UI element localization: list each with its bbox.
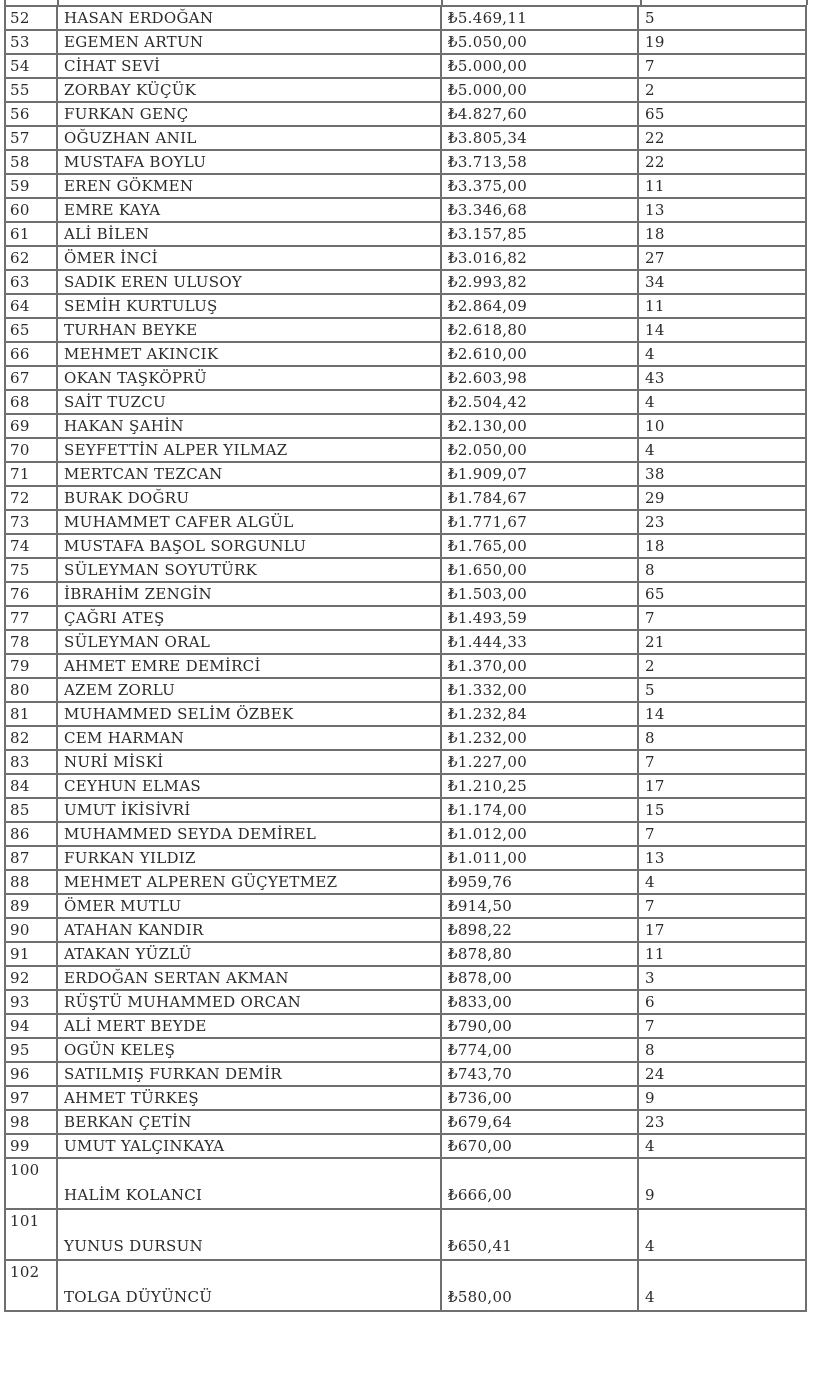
amount-cell: ₺2.610,00 — [441, 342, 638, 366]
count-cell: 38 — [638, 462, 806, 486]
amount-cell: ₺1.370,00 — [441, 654, 638, 678]
person-name-cell: MUHAMMET CAFER ALGÜL — [57, 510, 441, 534]
amount-cell: ₺666,00 — [441, 1158, 638, 1209]
count-cell: 18 — [638, 222, 806, 246]
person-name-cell: SÜLEYMAN ORAL — [57, 630, 441, 654]
person-name-cell: UMUT YALÇINKAYA — [57, 1134, 441, 1158]
table-row — [5, 1134, 806, 1158]
person-name-cell: ÖMER İNCİ — [57, 246, 441, 270]
person-name-cell: HASAN ERDOĞAN — [57, 6, 441, 30]
table-row — [5, 606, 806, 630]
person-name-cell: AHMET TÜRKEŞ — [57, 1086, 441, 1110]
amount-cell: ₺580,00 — [441, 1260, 638, 1311]
amount-cell: ₺790,00 — [441, 1014, 638, 1038]
row-number-cell: 76 — [5, 582, 57, 606]
row-number-cell: 72 — [5, 486, 57, 510]
row-number-cell: 80 — [5, 678, 57, 702]
row-number-cell: 100 — [5, 1158, 57, 1209]
amount-cell: ₺2.864,09 — [441, 294, 638, 318]
table-row — [5, 414, 806, 438]
row-number-cell: 73 — [5, 510, 57, 534]
count-cell: 34 — [638, 270, 806, 294]
count-cell: 18 — [638, 534, 806, 558]
row-number-cell: 97 — [5, 1086, 57, 1110]
count-cell: 10 — [638, 414, 806, 438]
count-cell: 4 — [638, 1260, 806, 1311]
table-row — [5, 54, 806, 78]
person-name-cell: SEMİH KURTULUŞ — [57, 294, 441, 318]
count-cell: 9 — [638, 1086, 806, 1110]
table-row — [5, 774, 806, 798]
count-cell: 65 — [638, 582, 806, 606]
amount-cell: ₺2.050,00 — [441, 438, 638, 462]
amount-cell: ₺5.469,11 — [441, 6, 638, 30]
row-number-cell: 75 — [5, 558, 57, 582]
person-name-cell: SAİT TUZCU — [57, 390, 441, 414]
table-row — [5, 150, 806, 174]
row-number-cell: 70 — [5, 438, 57, 462]
person-name-cell: ÇAĞRI ATEŞ — [57, 606, 441, 630]
row-number-cell: 77 — [5, 606, 57, 630]
count-cell: 4 — [638, 1209, 806, 1260]
count-cell: 11 — [638, 942, 806, 966]
amount-cell: ₺5.000,00 — [441, 78, 638, 102]
row-number-cell: 95 — [5, 1038, 57, 1062]
person-name-cell: MEHMET AKINCIK — [57, 342, 441, 366]
table-row — [5, 270, 806, 294]
person-name-cell: UMUT İKİSİVRİ — [57, 798, 441, 822]
count-cell: 23 — [638, 1110, 806, 1134]
count-cell: 17 — [638, 918, 806, 942]
person-name-cell: AHMET EMRE DEMİRCİ — [57, 654, 441, 678]
person-name-cell: CEYHUN ELMAS — [57, 774, 441, 798]
amount-cell: ₺878,80 — [441, 942, 638, 966]
person-name-cell: MUSTAFA BOYLU — [57, 150, 441, 174]
person-name-cell: OKAN TAŞKÖPRÜ — [57, 366, 441, 390]
amount-cell: ₺650,41 — [441, 1209, 638, 1260]
amount-cell: ₺679,64 — [441, 1110, 638, 1134]
person-name-cell: EREN GÖKMEN — [57, 174, 441, 198]
row-number-cell: 67 — [5, 366, 57, 390]
row-number-cell: 84 — [5, 774, 57, 798]
table-row — [5, 174, 806, 198]
table-row — [5, 366, 806, 390]
count-cell: 11 — [638, 294, 806, 318]
table-row — [5, 1209, 806, 1260]
table-row — [5, 654, 806, 678]
row-number-cell: 85 — [5, 798, 57, 822]
amount-cell: ₺833,00 — [441, 990, 638, 1014]
row-number-cell: 59 — [5, 174, 57, 198]
row-number-cell: 93 — [5, 990, 57, 1014]
table-row — [5, 582, 806, 606]
amount-cell: ₺2.130,00 — [441, 414, 638, 438]
person-name-cell: ATAKAN YÜZLÜ — [57, 942, 441, 966]
count-cell: 22 — [638, 150, 806, 174]
row-number-cell: 92 — [5, 966, 57, 990]
table-row — [5, 942, 806, 966]
table-row — [5, 750, 806, 774]
amount-cell: ₺1.227,00 — [441, 750, 638, 774]
table-row — [5, 1086, 806, 1110]
count-cell: 9 — [638, 1158, 806, 1209]
table-row — [5, 294, 806, 318]
person-name-cell: İBRAHİM ZENGİN — [57, 582, 441, 606]
count-cell: 5 — [638, 6, 806, 30]
count-cell: 22 — [638, 126, 806, 150]
amount-cell: ₺1.210,25 — [441, 774, 638, 798]
count-cell: 43 — [638, 366, 806, 390]
count-cell: 7 — [638, 894, 806, 918]
count-cell: 27 — [638, 246, 806, 270]
person-name-cell: TURHAN BEYKE — [57, 318, 441, 342]
row-number-cell: 78 — [5, 630, 57, 654]
person-name-cell: ZORBAY KÜÇÜK — [57, 78, 441, 102]
amount-cell: ₺774,00 — [441, 1038, 638, 1062]
table-row — [5, 246, 806, 270]
person-name-cell: OĞUZHAN ANIL — [57, 126, 441, 150]
count-cell: 29 — [638, 486, 806, 510]
row-number-cell: 52 — [5, 6, 57, 30]
row-number-cell: 63 — [5, 270, 57, 294]
table-row — [5, 678, 806, 702]
table-row — [5, 822, 806, 846]
row-number-cell: 87 — [5, 846, 57, 870]
person-name-cell: SÜLEYMAN SOYUTÜRK — [57, 558, 441, 582]
person-name-cell: YUNUS DURSUN — [57, 1209, 441, 1260]
person-name-cell: FURKAN YILDIZ — [57, 846, 441, 870]
amount-cell: ₺1.771,67 — [441, 510, 638, 534]
table-row — [5, 702, 806, 726]
row-number-cell: 62 — [5, 246, 57, 270]
amount-cell: ₺3.016,82 — [441, 246, 638, 270]
amount-cell: ₺1.784,67 — [441, 486, 638, 510]
amount-cell: ₺3.346,68 — [441, 198, 638, 222]
count-cell: 17 — [638, 774, 806, 798]
person-name-cell: AZEM ZORLU — [57, 678, 441, 702]
count-cell: 4 — [638, 1134, 806, 1158]
row-number-cell: 57 — [5, 126, 57, 150]
amount-cell: ₺3.713,58 — [441, 150, 638, 174]
person-name-cell: BURAK DOĞRU — [57, 486, 441, 510]
amount-cell: ₺736,00 — [441, 1086, 638, 1110]
count-cell: 7 — [638, 750, 806, 774]
count-cell: 65 — [638, 102, 806, 126]
person-name-cell: ÖMER MUTLU — [57, 894, 441, 918]
count-cell: 19 — [638, 30, 806, 54]
count-cell: 8 — [638, 1038, 806, 1062]
count-cell: 7 — [638, 54, 806, 78]
row-number-cell: 64 — [5, 294, 57, 318]
row-number-cell: 90 — [5, 918, 57, 942]
person-name-cell: TOLGA DÜYÜNCÜ — [57, 1260, 441, 1311]
amount-cell: ₺2.504,42 — [441, 390, 638, 414]
amount-cell: ₺1.493,59 — [441, 606, 638, 630]
row-number-cell: 61 — [5, 222, 57, 246]
count-cell: 13 — [638, 198, 806, 222]
table-row — [5, 6, 806, 30]
row-number-cell: 83 — [5, 750, 57, 774]
row-number-cell: 102 — [5, 1260, 57, 1311]
amount-cell: ₺3.375,00 — [441, 174, 638, 198]
amount-cell: ₺1.444,33 — [441, 630, 638, 654]
row-number-cell: 98 — [5, 1110, 57, 1134]
person-name-cell: RÜŞTÜ MUHAMMED ORCAN — [57, 990, 441, 1014]
table-row — [5, 78, 806, 102]
table-row — [5, 870, 806, 894]
count-cell: 8 — [638, 726, 806, 750]
table-row — [5, 510, 806, 534]
count-cell: 7 — [638, 606, 806, 630]
ranking-table — [4, 5, 807, 1312]
person-name-cell: EMRE KAYA — [57, 198, 441, 222]
table-row — [5, 846, 806, 870]
person-name-cell: ALİ MERT BEYDE — [57, 1014, 441, 1038]
person-name-cell: OGÜN KELEŞ — [57, 1038, 441, 1062]
row-number-cell: 99 — [5, 1134, 57, 1158]
amount-cell: ₺1.012,00 — [441, 822, 638, 846]
count-cell: 4 — [638, 342, 806, 366]
table-row — [5, 126, 806, 150]
person-name-cell: SATILMIŞ FURKAN DEMİR — [57, 1062, 441, 1086]
person-name-cell: NURİ MİSKİ — [57, 750, 441, 774]
amount-cell: ₺5.050,00 — [441, 30, 638, 54]
person-name-cell: CEM HARMAN — [57, 726, 441, 750]
table-row — [5, 198, 806, 222]
person-name-cell: MUHAMMED SELİM ÖZBEK — [57, 702, 441, 726]
count-cell: 21 — [638, 630, 806, 654]
row-number-cell: 66 — [5, 342, 57, 366]
count-cell: 4 — [638, 870, 806, 894]
person-name-cell: MEHMET ALPEREN GÜÇYETMEZ — [57, 870, 441, 894]
count-cell: 7 — [638, 822, 806, 846]
row-number-cell: 54 — [5, 54, 57, 78]
person-name-cell: MUHAMMED SEYDA DEMİREL — [57, 822, 441, 846]
amount-cell: ₺1.011,00 — [441, 846, 638, 870]
count-cell: 5 — [638, 678, 806, 702]
count-cell: 13 — [638, 846, 806, 870]
amount-cell: ₺3.157,85 — [441, 222, 638, 246]
table-body — [5, 6, 806, 1311]
row-number-cell: 53 — [5, 30, 57, 54]
amount-cell: ₺898,22 — [441, 918, 638, 942]
table-row — [5, 342, 806, 366]
table-row — [5, 438, 806, 462]
row-number-cell: 71 — [5, 462, 57, 486]
person-name-cell: SEYFETTİN ALPER YILMAZ — [57, 438, 441, 462]
amount-cell: ₺2.603,98 — [441, 366, 638, 390]
row-number-cell: 89 — [5, 894, 57, 918]
amount-cell: ₺1.332,00 — [441, 678, 638, 702]
row-number-cell: 55 — [5, 78, 57, 102]
person-name-cell: BERKAN ÇETİN — [57, 1110, 441, 1134]
count-cell: 3 — [638, 966, 806, 990]
table-row — [5, 102, 806, 126]
amount-cell: ₺1.650,00 — [441, 558, 638, 582]
row-number-cell: 58 — [5, 150, 57, 174]
amount-cell: ₺1.232,84 — [441, 702, 638, 726]
amount-cell: ₺914,50 — [441, 894, 638, 918]
count-cell: 14 — [638, 702, 806, 726]
row-number-cell: 101 — [5, 1209, 57, 1260]
count-cell: 7 — [638, 1014, 806, 1038]
table-row — [5, 894, 806, 918]
person-name-cell: EGEMEN ARTUN — [57, 30, 441, 54]
person-name-cell: ATAHAN KANDIR — [57, 918, 441, 942]
amount-cell: ₺743,70 — [441, 1062, 638, 1086]
table-row — [5, 318, 806, 342]
amount-cell: ₺1.765,00 — [441, 534, 638, 558]
person-name-cell: FURKAN GENÇ — [57, 102, 441, 126]
table-row — [5, 1260, 806, 1311]
table-row — [5, 1110, 806, 1134]
table-row — [5, 1062, 806, 1086]
table-row — [5, 918, 806, 942]
count-cell: 2 — [638, 654, 806, 678]
count-cell: 15 — [638, 798, 806, 822]
row-number-cell: 86 — [5, 822, 57, 846]
row-number-cell: 91 — [5, 942, 57, 966]
row-number-cell: 69 — [5, 414, 57, 438]
table-row — [5, 990, 806, 1014]
person-name-cell: HALİM KOLANCI — [57, 1158, 441, 1209]
table-row — [5, 486, 806, 510]
count-cell: 4 — [638, 390, 806, 414]
person-name-cell: CİHAT SEVİ — [57, 54, 441, 78]
count-cell: 6 — [638, 990, 806, 1014]
person-name-cell: ALİ BİLEN — [57, 222, 441, 246]
table-row — [5, 630, 806, 654]
count-cell: 2 — [638, 78, 806, 102]
count-cell: 4 — [638, 438, 806, 462]
table-row — [5, 1014, 806, 1038]
row-number-cell: 94 — [5, 1014, 57, 1038]
row-number-cell: 88 — [5, 870, 57, 894]
row-number-cell: 74 — [5, 534, 57, 558]
row-number-cell: 82 — [5, 726, 57, 750]
table-row — [5, 1038, 806, 1062]
amount-cell: ₺878,00 — [441, 966, 638, 990]
table-row — [5, 798, 806, 822]
row-number-cell: 60 — [5, 198, 57, 222]
amount-cell: ₺4.827,60 — [441, 102, 638, 126]
count-cell: 23 — [638, 510, 806, 534]
amount-cell: ₺959,76 — [441, 870, 638, 894]
amount-cell: ₺1.503,00 — [441, 582, 638, 606]
amount-cell: ₺1.909,07 — [441, 462, 638, 486]
count-cell: 24 — [638, 1062, 806, 1086]
row-number-cell: 81 — [5, 702, 57, 726]
row-number-cell: 96 — [5, 1062, 57, 1086]
row-number-cell: 65 — [5, 318, 57, 342]
amount-cell: ₺1.232,00 — [441, 726, 638, 750]
table-row — [5, 390, 806, 414]
person-name-cell: SADIK EREN ULUSOY — [57, 270, 441, 294]
count-cell: 11 — [638, 174, 806, 198]
amount-cell: ₺3.805,34 — [441, 126, 638, 150]
person-name-cell: MUSTAFA BAŞOL SORGUNLU — [57, 534, 441, 558]
amount-cell: ₺670,00 — [441, 1134, 638, 1158]
person-name-cell: ERDOĞAN SERTAN AKMAN — [57, 966, 441, 990]
amount-cell: ₺1.174,00 — [441, 798, 638, 822]
row-number-cell: 68 — [5, 390, 57, 414]
person-name-cell: HAKAN ŞAHİN — [57, 414, 441, 438]
count-cell: 14 — [638, 318, 806, 342]
count-cell: 8 — [638, 558, 806, 582]
amount-cell: ₺5.000,00 — [441, 54, 638, 78]
table-row — [5, 222, 806, 246]
row-number-cell: 79 — [5, 654, 57, 678]
table-row — [5, 726, 806, 750]
person-name-cell: MERTCAN TEZCAN — [57, 462, 441, 486]
table-row — [5, 1158, 806, 1209]
table-row — [5, 558, 806, 582]
row-number-cell: 56 — [5, 102, 57, 126]
table-row — [5, 966, 806, 990]
table-row — [5, 462, 806, 486]
table-row — [5, 30, 806, 54]
table-row — [5, 534, 806, 558]
amount-cell: ₺2.618,80 — [441, 318, 638, 342]
amount-cell: ₺2.993,82 — [441, 270, 638, 294]
